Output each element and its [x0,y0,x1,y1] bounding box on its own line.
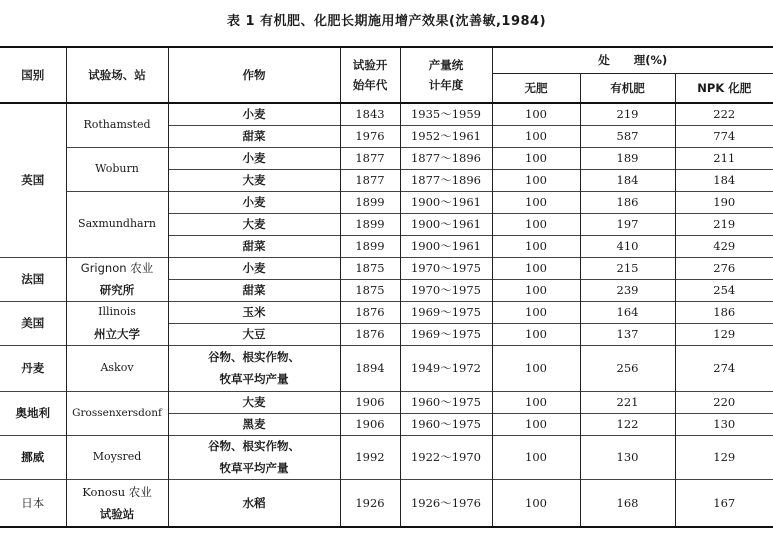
crop-cell: 大麦 [168,213,340,235]
start-year-cell: 1876 [340,301,400,323]
header-no-fert: 无肥 [492,73,580,103]
crop-cell: 小麦 [168,257,340,279]
npk-cell: 129 [675,323,773,345]
start-year-cell: 1899 [340,213,400,235]
no-fert-cell: 100 [492,391,580,413]
site-grossen: Grossenxersdonf [66,391,168,435]
stat-year-cell: 1952～1961 [400,125,492,147]
start-year-cell: 1876 [340,323,400,345]
crop-cell: 黑麦 [168,413,340,435]
start-year-cell: 1906 [340,413,400,435]
organic-cell: 221 [580,391,675,413]
npk-cell: 220 [675,391,773,413]
no-fert-cell: 100 [492,213,580,235]
stat-year-cell: 1877～1896 [400,169,492,191]
site-illinois [66,301,168,345]
header-start-year-line2: 始年代 [352,78,388,92]
stat-year-cell: 1900～1961 [400,191,492,213]
stat-year-cell: 1900～1961 [400,213,492,235]
no-fert-cell: 100 [492,125,580,147]
stat-year-cell: 1877～1896 [400,147,492,169]
country-usa: 美国 [0,301,66,345]
npk-cell: 429 [675,235,773,257]
crop-cell: 小麦 [168,191,340,213]
organic-cell: 137 [580,323,675,345]
start-year-cell: 1875 [340,257,400,279]
mixed-crop-line2: 牧草平均产量 [219,372,289,386]
npk-cell: 167 [675,479,773,527]
header-start-year [340,47,400,103]
organic-cell: 164 [580,301,675,323]
stat-year-cell: 1949～1972 [400,345,492,391]
npk-cell: 219 [675,213,773,235]
no-fert-cell: 100 [492,323,580,345]
npk-cell: 222 [675,103,773,125]
organic-cell: 239 [580,279,675,301]
npk-cell: 211 [675,147,773,169]
organic-cell: 186 [580,191,675,213]
country-france: 法国 [0,257,66,301]
no-fert-cell: 100 [492,169,580,191]
site-grignon [66,257,168,301]
country-england: 英国 [0,103,66,257]
header-stat-year [400,47,492,103]
start-year-cell: 1899 [340,191,400,213]
header-npk: NPK 化肥 [675,73,773,103]
crop-cell: 甜菜 [168,125,340,147]
country-denmark: 丹麦 [0,345,66,391]
start-year-cell: 1926 [340,479,400,527]
npk-cell: 254 [675,279,773,301]
site-woburn: Woburn [66,147,168,191]
stat-year-cell: 1960～1975 [400,391,492,413]
organic-cell: 130 [580,435,675,479]
header-stat-year-line1: 产量统 [428,58,464,72]
start-year-cell: 1992 [340,435,400,479]
npk-cell: 190 [675,191,773,213]
npk-cell: 276 [675,257,773,279]
stat-year-cell: 1969～1975 [400,301,492,323]
crop-cell: 甜菜 [168,235,340,257]
organic-cell: 184 [580,169,675,191]
header-site: 试验场、站 [66,47,168,103]
start-year-cell: 1843 [340,103,400,125]
no-fert-cell: 100 [492,279,580,301]
no-fert-cell: 100 [492,345,580,391]
organic-cell: 410 [580,235,675,257]
site-askov: Askov [66,345,168,391]
header-country: 国别 [0,47,66,103]
stat-year-cell: 1960～1975 [400,413,492,435]
start-year-cell: 1877 [340,147,400,169]
organic-cell: 587 [580,125,675,147]
stat-year-cell: 1970～1975 [400,279,492,301]
stat-year-cell: 1926～1976 [400,479,492,527]
site-illinois-line1: Illinois [98,305,136,318]
npk-cell: 274 [675,345,773,391]
yield-table [0,46,773,528]
crop-cell: 小麦 [168,103,340,125]
stat-year-cell: 1970～1975 [400,257,492,279]
organic-cell: 219 [580,103,675,125]
header-organic: 有机肥 [580,73,675,103]
start-year-cell: 1899 [340,235,400,257]
npk-cell: 774 [675,125,773,147]
no-fert-cell: 100 [492,191,580,213]
site-grignon-line1: Grignon 农业 [80,261,154,275]
organic-cell: 197 [580,213,675,235]
crop-cell-mixed [168,345,340,391]
crop-cell: 大豆 [168,323,340,345]
crop-cell: 玉米 [168,301,340,323]
mixed-crop-line1: 谷物、根实作物、 [208,439,300,453]
no-fert-cell: 100 [492,435,580,479]
npk-cell: 186 [675,301,773,323]
header-stat-year-line2: 计年度 [428,78,464,92]
organic-cell: 256 [580,345,675,391]
stat-year-cell: 1969～1975 [400,323,492,345]
crop-cell: 大麦 [168,391,340,413]
crop-cell: 水稻 [168,479,340,527]
site-rothamsted: Rothamsted [66,103,168,147]
start-year-cell: 1875 [340,279,400,301]
stat-year-cell: 1935～1959 [400,103,492,125]
organic-cell: 189 [580,147,675,169]
stat-year-cell: 1922～1970 [400,435,492,479]
mixed-crop-line1: 谷物、根实作物、 [208,350,300,364]
no-fert-cell: 100 [492,103,580,125]
start-year-cell: 1976 [340,125,400,147]
site-saxmundham: Saxmundharn [66,191,168,257]
npk-cell: 130 [675,413,773,435]
npk-cell: 184 [675,169,773,191]
table-title: 表 1 有机肥、化肥长期施用增产效果(沈善敏,1984) [226,14,547,29]
header-treatment: 处 理(%) [492,47,773,73]
no-fert-cell: 100 [492,147,580,169]
header-crop: 作物 [168,47,340,103]
stat-year-cell: 1900～1961 [400,235,492,257]
crop-cell-mixed [168,435,340,479]
site-moysred: Moysred [66,435,168,479]
site-konosu [66,479,168,527]
npk-cell: 129 [675,435,773,479]
crop-cell: 小麦 [168,147,340,169]
country-japan: 日本 [0,479,66,527]
crop-cell: 甜菜 [168,279,340,301]
no-fert-cell: 100 [492,479,580,527]
site-konosu-line1: Konosu 农业 [82,484,152,499]
country-norway: 挪威 [0,435,66,479]
no-fert-cell: 100 [492,257,580,279]
organic-cell: 215 [580,257,675,279]
crop-cell: 大麦 [168,169,340,191]
start-year-cell: 1877 [340,169,400,191]
no-fert-cell: 100 [492,235,580,257]
site-konosu-line2: 试验站 [99,506,135,521]
no-fert-cell: 100 [492,413,580,435]
header-start-year-line1: 试验开 [352,58,388,72]
organic-cell: 122 [580,413,675,435]
site-illinois-line2: 州立大学 [94,327,140,341]
organic-cell: 168 [580,479,675,527]
country-austria: 奥地利 [0,391,66,435]
start-year-cell: 1906 [340,391,400,413]
no-fert-cell: 100 [492,301,580,323]
site-grignon-line2: 研究所 [99,283,135,297]
start-year-cell: 1894 [340,345,400,391]
mixed-crop-line2: 牧草平均产量 [219,461,289,475]
